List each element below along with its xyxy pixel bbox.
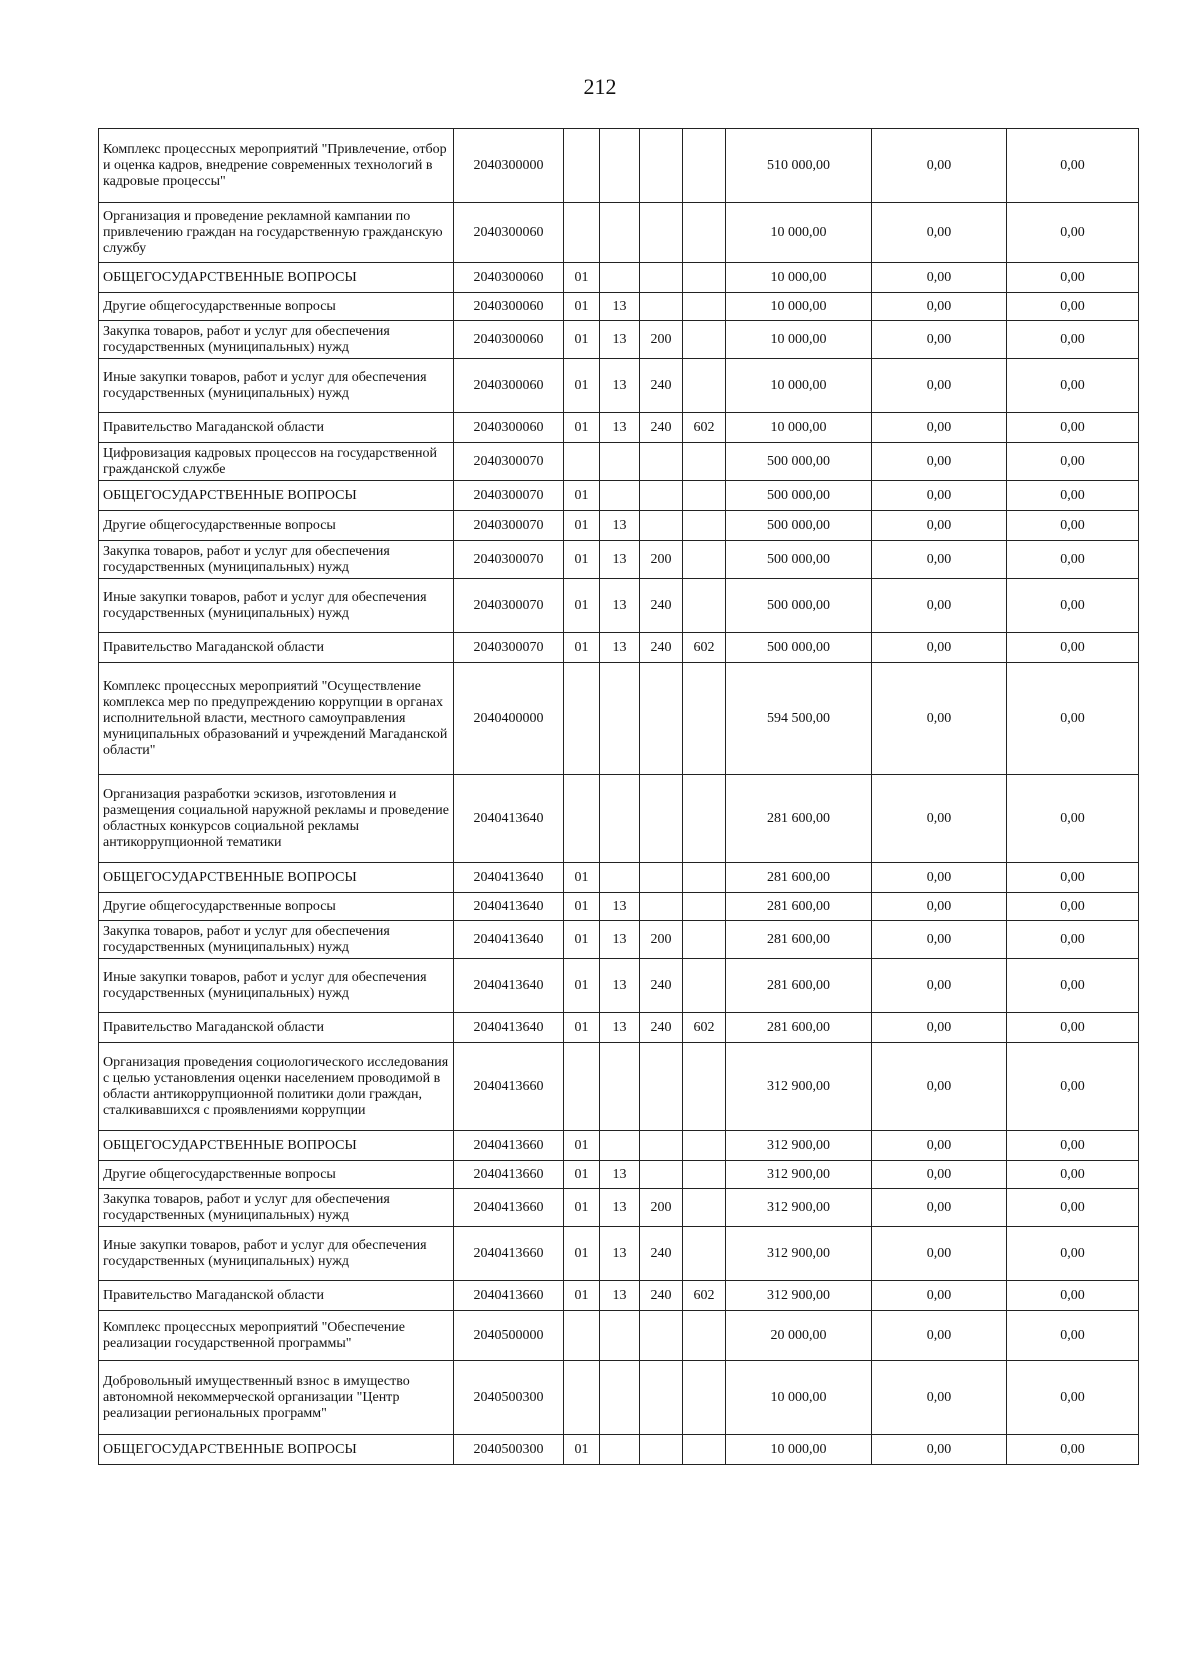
amount-cell: 281 600,00	[726, 1013, 872, 1043]
section-code-cell: 01	[564, 893, 600, 921]
row-name-cell: Организация проведения социологического исследования с целью установления оценки населением проводимой в области антикоррупционной политики доли граждан, сталкивавшихся с проявлениями коррупции	[99, 1043, 454, 1131]
amount-year2-cell: 0,00	[872, 775, 1007, 863]
budget-table	[98, 128, 1139, 1465]
amount-year3-cell: 0,00	[1007, 203, 1139, 263]
budget-code-cell: 2040300070	[454, 443, 564, 481]
row-name-cell: Организация разработки эскизов, изготовления и размещения социальной наружной рекламы и проведение областных конкурсов социальной рекламы антикоррупционной тематики	[99, 775, 454, 863]
amount-year3-cell: 0,00	[1007, 863, 1139, 893]
amount-cell: 312 900,00	[726, 1043, 872, 1131]
amount-year2-cell: 0,00	[872, 1043, 1007, 1131]
row-name-cell: Правительство Магаданской области	[99, 413, 454, 443]
subsection-code-cell	[600, 1311, 640, 1361]
row-name-cell: Цифровизация кадровых процессов на государственной гражданской службе	[99, 443, 454, 481]
amount-year3-cell: 0,00	[1007, 359, 1139, 413]
expense-type-cell: 240	[640, 1281, 683, 1311]
table-row	[99, 863, 1139, 893]
administrator-code-cell	[683, 293, 726, 321]
amount-year3-cell: 0,00	[1007, 1311, 1139, 1361]
amount-year3-cell: 0,00	[1007, 481, 1139, 511]
amount-cell: 312 900,00	[726, 1189, 872, 1227]
amount-year3-cell: 0,00	[1007, 1043, 1139, 1131]
section-code-cell: 01	[564, 1013, 600, 1043]
expense-type-cell	[640, 263, 683, 293]
row-name-cell: ОБЩЕГОСУДАРСТВЕННЫЕ ВОПРОСЫ	[99, 263, 454, 293]
amount-cell: 10 000,00	[726, 1361, 872, 1435]
expense-type-cell: 240	[640, 959, 683, 1013]
subsection-code-cell	[600, 443, 640, 481]
amount-cell: 281 600,00	[726, 893, 872, 921]
amount-cell: 312 900,00	[726, 1161, 872, 1189]
row-name-cell: Иные закупки товаров, работ и услуг для обеспечения государственных (муниципальных) нужд	[99, 1227, 454, 1281]
subsection-code-cell: 13	[600, 1281, 640, 1311]
budget-code-cell: 2040400000	[454, 663, 564, 775]
administrator-code-cell	[683, 893, 726, 921]
expense-type-cell	[640, 481, 683, 511]
subsection-code-cell	[600, 1361, 640, 1435]
amount-year2-cell: 0,00	[872, 1281, 1007, 1311]
budget-code-cell: 2040300060	[454, 321, 564, 359]
amount-year2-cell: 0,00	[872, 203, 1007, 263]
administrator-code-cell	[683, 263, 726, 293]
expense-type-cell	[640, 775, 683, 863]
budget-code-cell: 2040300070	[454, 633, 564, 663]
table-body	[99, 129, 1139, 1465]
amount-year3-cell: 0,00	[1007, 1013, 1139, 1043]
administrator-code-cell	[683, 481, 726, 511]
amount-year3-cell: 0,00	[1007, 443, 1139, 481]
amount-year3-cell: 0,00	[1007, 129, 1139, 203]
amount-year2-cell: 0,00	[872, 1131, 1007, 1161]
amount-cell: 10 000,00	[726, 263, 872, 293]
amount-cell: 312 900,00	[726, 1281, 872, 1311]
table-row	[99, 1161, 1139, 1189]
section-code-cell: 01	[564, 921, 600, 959]
row-name-cell: Комплекс процессных мероприятий "Обеспечение реализации государственной программы"	[99, 1311, 454, 1361]
table-row	[99, 633, 1139, 663]
table-row	[99, 293, 1139, 321]
amount-year3-cell: 0,00	[1007, 579, 1139, 633]
section-code-cell: 01	[564, 511, 600, 541]
subsection-code-cell	[600, 203, 640, 263]
administrator-code-cell	[683, 775, 726, 863]
section-code-cell: 01	[564, 1131, 600, 1161]
expense-type-cell	[640, 203, 683, 263]
amount-year2-cell: 0,00	[872, 129, 1007, 203]
subsection-code-cell	[600, 481, 640, 511]
amount-year2-cell: 0,00	[872, 1161, 1007, 1189]
administrator-code-cell	[683, 129, 726, 203]
row-name-cell: ОБЩЕГОСУДАРСТВЕННЫЕ ВОПРОСЫ	[99, 1131, 454, 1161]
section-code-cell: 01	[564, 1189, 600, 1227]
administrator-code-cell	[683, 511, 726, 541]
expense-type-cell	[640, 893, 683, 921]
administrator-code-cell: 602	[683, 1281, 726, 1311]
expense-type-cell	[640, 443, 683, 481]
section-code-cell: 01	[564, 541, 600, 579]
row-name-cell: Закупка товаров, работ и услуг для обеспечения государственных (муниципальных) нужд	[99, 1189, 454, 1227]
expense-type-cell: 240	[640, 1227, 683, 1281]
section-code-cell: 01	[564, 1435, 600, 1465]
budget-code-cell: 2040500300	[454, 1361, 564, 1435]
budget-code-cell: 2040413660	[454, 1043, 564, 1131]
section-code-cell	[564, 1043, 600, 1131]
amount-cell: 10 000,00	[726, 413, 872, 443]
amount-year2-cell: 0,00	[872, 481, 1007, 511]
expense-type-cell	[640, 511, 683, 541]
table-row	[99, 481, 1139, 511]
amount-year3-cell: 0,00	[1007, 413, 1139, 443]
amount-year3-cell: 0,00	[1007, 321, 1139, 359]
row-name-cell: Закупка товаров, работ и услуг для обеспечения государственных (муниципальных) нужд	[99, 541, 454, 579]
row-name-cell: ОБЩЕГОСУДАРСТВЕННЫЕ ВОПРОСЫ	[99, 863, 454, 893]
table-row	[99, 413, 1139, 443]
table-row	[99, 921, 1139, 959]
amount-year2-cell: 0,00	[872, 359, 1007, 413]
table-row	[99, 959, 1139, 1013]
budget-code-cell: 2040300060	[454, 359, 564, 413]
amount-cell: 500 000,00	[726, 579, 872, 633]
budget-code-cell: 2040413640	[454, 959, 564, 1013]
subsection-code-cell	[600, 775, 640, 863]
budget-code-cell: 2040413660	[454, 1281, 564, 1311]
amount-year3-cell: 0,00	[1007, 959, 1139, 1013]
amount-cell: 312 900,00	[726, 1227, 872, 1281]
table-row	[99, 1361, 1139, 1435]
amount-year3-cell: 0,00	[1007, 293, 1139, 321]
budget-code-cell: 2040300070	[454, 481, 564, 511]
amount-cell: 510 000,00	[726, 129, 872, 203]
row-name-cell: Иные закупки товаров, работ и услуг для обеспечения государственных (муниципальных) нужд	[99, 359, 454, 413]
amount-year2-cell: 0,00	[872, 1311, 1007, 1361]
amount-cell: 500 000,00	[726, 481, 872, 511]
section-code-cell: 01	[564, 1227, 600, 1281]
amount-year3-cell: 0,00	[1007, 511, 1139, 541]
table-row	[99, 1131, 1139, 1161]
amount-year3-cell: 0,00	[1007, 1361, 1139, 1435]
expense-type-cell	[640, 1311, 683, 1361]
amount-year2-cell: 0,00	[872, 511, 1007, 541]
amount-year2-cell: 0,00	[872, 263, 1007, 293]
amount-year2-cell: 0,00	[872, 663, 1007, 775]
section-code-cell	[564, 443, 600, 481]
amount-year2-cell: 0,00	[872, 321, 1007, 359]
table-row	[99, 541, 1139, 579]
budget-code-cell: 2040413660	[454, 1131, 564, 1161]
amount-year2-cell: 0,00	[872, 633, 1007, 663]
row-name-cell: Организация и проведение рекламной кампании по привлечению граждан на государственную гражданскую службу	[99, 203, 454, 263]
table-row	[99, 1043, 1139, 1131]
amount-year2-cell: 0,00	[872, 1361, 1007, 1435]
table-row	[99, 511, 1139, 541]
subsection-code-cell	[600, 1131, 640, 1161]
section-code-cell	[564, 129, 600, 203]
row-name-cell: Закупка товаров, работ и услуг для обеспечения государственных (муниципальных) нужд	[99, 921, 454, 959]
subsection-code-cell: 13	[600, 293, 640, 321]
amount-year2-cell: 0,00	[872, 1227, 1007, 1281]
section-code-cell: 01	[564, 633, 600, 663]
administrator-code-cell	[683, 663, 726, 775]
row-name-cell: Другие общегосударственные вопросы	[99, 511, 454, 541]
section-code-cell: 01	[564, 321, 600, 359]
page-number: 212	[583, 74, 617, 99]
administrator-code-cell	[683, 959, 726, 1013]
budget-code-cell: 2040413660	[454, 1189, 564, 1227]
table-row	[99, 359, 1139, 413]
subsection-code-cell: 13	[600, 921, 640, 959]
administrator-code-cell	[683, 863, 726, 893]
table-row	[99, 1281, 1139, 1311]
administrator-code-cell	[683, 1361, 726, 1435]
row-name-cell: ОБЩЕГОСУДАРСТВЕННЫЕ ВОПРОСЫ	[99, 481, 454, 511]
table-row	[99, 1189, 1139, 1227]
budget-code-cell: 2040300070	[454, 579, 564, 633]
amount-cell: 10 000,00	[726, 203, 872, 263]
subsection-code-cell	[600, 1435, 640, 1465]
subsection-code-cell	[600, 663, 640, 775]
amount-cell: 10 000,00	[726, 359, 872, 413]
section-code-cell: 01	[564, 959, 600, 1013]
amount-cell: 500 000,00	[726, 443, 872, 481]
section-code-cell	[564, 663, 600, 775]
section-code-cell: 01	[564, 1161, 600, 1189]
table-row	[99, 443, 1139, 481]
administrator-code-cell	[683, 359, 726, 413]
administrator-code-cell	[683, 921, 726, 959]
row-name-cell: ОБЩЕГОСУДАРСТВЕННЫЕ ВОПРОСЫ	[99, 1435, 454, 1465]
expense-type-cell: 240	[640, 1013, 683, 1043]
administrator-code-cell: 602	[683, 1013, 726, 1043]
expense-type-cell: 240	[640, 359, 683, 413]
amount-year3-cell: 0,00	[1007, 1281, 1139, 1311]
administrator-code-cell	[683, 1131, 726, 1161]
expense-type-cell	[640, 1435, 683, 1465]
administrator-code-cell	[683, 541, 726, 579]
amount-cell: 281 600,00	[726, 775, 872, 863]
section-code-cell: 01	[564, 359, 600, 413]
table-row	[99, 579, 1139, 633]
budget-code-cell: 2040300060	[454, 413, 564, 443]
budget-code-cell: 2040300000	[454, 129, 564, 203]
section-code-cell: 01	[564, 293, 600, 321]
budget-code-cell: 2040413640	[454, 863, 564, 893]
section-code-cell	[564, 1361, 600, 1435]
administrator-code-cell	[683, 579, 726, 633]
expense-type-cell	[640, 1361, 683, 1435]
amount-year2-cell: 0,00	[872, 579, 1007, 633]
amount-year3-cell: 0,00	[1007, 921, 1139, 959]
expense-type-cell: 240	[640, 413, 683, 443]
administrator-code-cell	[683, 1435, 726, 1465]
row-name-cell: Иные закупки товаров, работ и услуг для обеспечения государственных (муниципальных) нужд	[99, 579, 454, 633]
budget-table-container	[98, 128, 1138, 1465]
amount-year3-cell: 0,00	[1007, 663, 1139, 775]
amount-year3-cell: 0,00	[1007, 1161, 1139, 1189]
amount-year2-cell: 0,00	[872, 1435, 1007, 1465]
amount-cell: 281 600,00	[726, 959, 872, 1013]
amount-year3-cell: 0,00	[1007, 633, 1139, 663]
budget-code-cell: 2040413640	[454, 921, 564, 959]
subsection-code-cell: 13	[600, 359, 640, 413]
table-row	[99, 263, 1139, 293]
budget-code-cell: 2040413640	[454, 1013, 564, 1043]
section-code-cell: 01	[564, 579, 600, 633]
administrator-code-cell	[683, 1311, 726, 1361]
expense-type-cell	[640, 863, 683, 893]
budget-code-cell: 2040300060	[454, 293, 564, 321]
expense-type-cell: 240	[640, 579, 683, 633]
budget-code-cell: 2040300070	[454, 541, 564, 579]
subsection-code-cell: 13	[600, 1013, 640, 1043]
subsection-code-cell: 13	[600, 1189, 640, 1227]
amount-year2-cell: 0,00	[872, 413, 1007, 443]
budget-code-cell: 2040300060	[454, 203, 564, 263]
row-name-cell: Другие общегосударственные вопросы	[99, 293, 454, 321]
expense-type-cell	[640, 663, 683, 775]
budget-code-cell: 2040300060	[454, 263, 564, 293]
table-row	[99, 203, 1139, 263]
administrator-code-cell: 602	[683, 413, 726, 443]
row-name-cell: Правительство Магаданской области	[99, 1013, 454, 1043]
section-code-cell: 01	[564, 263, 600, 293]
table-row	[99, 663, 1139, 775]
budget-code-cell: 2040413640	[454, 893, 564, 921]
table-row	[99, 129, 1139, 203]
subsection-code-cell	[600, 263, 640, 293]
expense-type-cell	[640, 1131, 683, 1161]
amount-cell: 10 000,00	[726, 293, 872, 321]
subsection-code-cell: 13	[600, 413, 640, 443]
budget-code-cell: 2040500000	[454, 1311, 564, 1361]
expense-type-cell: 200	[640, 921, 683, 959]
table-row	[99, 893, 1139, 921]
amount-year2-cell: 0,00	[872, 1189, 1007, 1227]
administrator-code-cell	[683, 1227, 726, 1281]
subsection-code-cell: 13	[600, 633, 640, 663]
amount-year3-cell: 0,00	[1007, 541, 1139, 579]
subsection-code-cell	[600, 129, 640, 203]
budget-code-cell: 2040413660	[454, 1161, 564, 1189]
subsection-code-cell: 13	[600, 1161, 640, 1189]
amount-year3-cell: 0,00	[1007, 1189, 1139, 1227]
table-row	[99, 1435, 1139, 1465]
amount-cell: 281 600,00	[726, 863, 872, 893]
budget-code-cell: 2040300070	[454, 511, 564, 541]
subsection-code-cell: 13	[600, 541, 640, 579]
section-code-cell: 01	[564, 863, 600, 893]
administrator-code-cell	[683, 1189, 726, 1227]
amount-year2-cell: 0,00	[872, 893, 1007, 921]
row-name-cell: Комплекс процессных мероприятий "Осуществление комплекса мер по предупреждению коррупции в органах исполнительной власти, местного самоуправления муниципальных образований и учреждений Магаданской области"	[99, 663, 454, 775]
row-name-cell: Другие общегосударственные вопросы	[99, 1161, 454, 1189]
row-name-cell: Иные закупки товаров, работ и услуг для обеспечения государственных (муниципальных) нужд	[99, 959, 454, 1013]
section-code-cell	[564, 1311, 600, 1361]
subsection-code-cell	[600, 1043, 640, 1131]
row-name-cell: Другие общегосударственные вопросы	[99, 893, 454, 921]
amount-year3-cell: 0,00	[1007, 775, 1139, 863]
expense-type-cell: 240	[640, 633, 683, 663]
amount-cell: 500 000,00	[726, 511, 872, 541]
amount-year3-cell: 0,00	[1007, 1227, 1139, 1281]
expense-type-cell: 200	[640, 1189, 683, 1227]
amount-year2-cell: 0,00	[872, 959, 1007, 1013]
administrator-code-cell	[683, 443, 726, 481]
subsection-code-cell: 13	[600, 511, 640, 541]
section-code-cell	[564, 775, 600, 863]
table-row	[99, 775, 1139, 863]
amount-year3-cell: 0,00	[1007, 1435, 1139, 1465]
row-name-cell: Добровольный имущественный взнос в имущество автономной некоммерческой организации "Центр реализации региональных программ"	[99, 1361, 454, 1435]
administrator-code-cell	[683, 321, 726, 359]
amount-cell: 500 000,00	[726, 541, 872, 579]
amount-cell: 20 000,00	[726, 1311, 872, 1361]
amount-year3-cell: 0,00	[1007, 893, 1139, 921]
expense-type-cell	[640, 1043, 683, 1131]
row-name-cell: Комплекс процессных мероприятий "Привлечение, отбор и оценка кадров, внедрение современных технологий в кадровые процессы"	[99, 129, 454, 203]
subsection-code-cell: 13	[600, 579, 640, 633]
expense-type-cell: 200	[640, 321, 683, 359]
expense-type-cell	[640, 129, 683, 203]
amount-year2-cell: 0,00	[872, 1013, 1007, 1043]
budget-code-cell: 2040413640	[454, 775, 564, 863]
expense-type-cell	[640, 293, 683, 321]
table-row	[99, 1013, 1139, 1043]
subsection-code-cell: 13	[600, 321, 640, 359]
amount-year3-cell: 0,00	[1007, 1131, 1139, 1161]
subsection-code-cell: 13	[600, 893, 640, 921]
amount-cell: 281 600,00	[726, 921, 872, 959]
amount-year3-cell: 0,00	[1007, 263, 1139, 293]
section-code-cell: 01	[564, 481, 600, 511]
subsection-code-cell	[600, 863, 640, 893]
section-code-cell: 01	[564, 413, 600, 443]
row-name-cell: Правительство Магаданской области	[99, 633, 454, 663]
row-name-cell: Закупка товаров, работ и услуг для обеспечения государственных (муниципальных) нужд	[99, 321, 454, 359]
amount-year2-cell: 0,00	[872, 443, 1007, 481]
amount-cell: 10 000,00	[726, 321, 872, 359]
expense-type-cell	[640, 1161, 683, 1189]
subsection-code-cell: 13	[600, 959, 640, 1013]
amount-cell: 10 000,00	[726, 1435, 872, 1465]
administrator-code-cell: 602	[683, 633, 726, 663]
budget-code-cell: 2040500300	[454, 1435, 564, 1465]
amount-cell: 500 000,00	[726, 633, 872, 663]
amount-year2-cell: 0,00	[872, 293, 1007, 321]
administrator-code-cell	[683, 203, 726, 263]
table-row	[99, 1311, 1139, 1361]
expense-type-cell: 200	[640, 541, 683, 579]
section-code-cell	[564, 203, 600, 263]
subsection-code-cell: 13	[600, 1227, 640, 1281]
row-name-cell: Правительство Магаданской области	[99, 1281, 454, 1311]
amount-year2-cell: 0,00	[872, 863, 1007, 893]
administrator-code-cell	[683, 1161, 726, 1189]
table-row	[99, 1227, 1139, 1281]
amount-year2-cell: 0,00	[872, 541, 1007, 579]
amount-year2-cell: 0,00	[872, 921, 1007, 959]
administrator-code-cell	[683, 1043, 726, 1131]
budget-code-cell: 2040413660	[454, 1227, 564, 1281]
section-code-cell: 01	[564, 1281, 600, 1311]
table-row	[99, 321, 1139, 359]
amount-cell: 594 500,00	[726, 663, 872, 775]
amount-cell: 312 900,00	[726, 1131, 872, 1161]
